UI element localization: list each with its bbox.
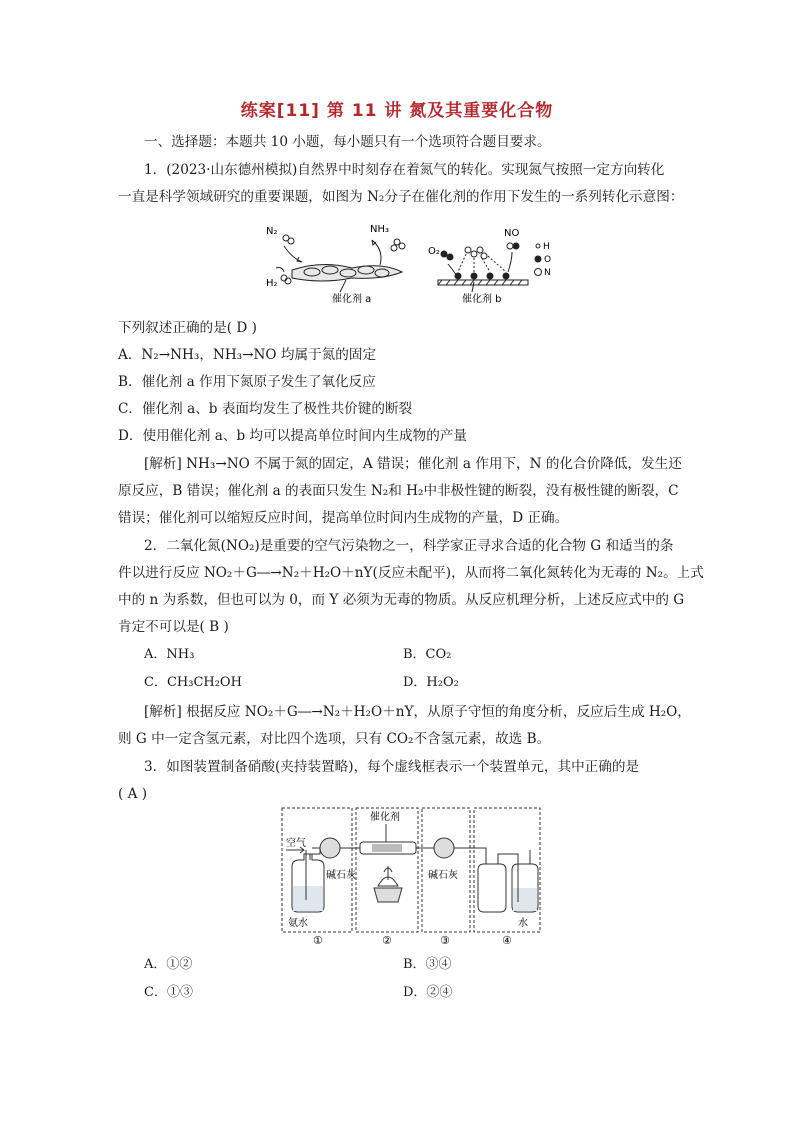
q2-analysis-line1: [解析] 根据反应 NO₂＋G―→N₂＋H₂O＋nY，从原子守恒的角度分析，反应后生成 H₂O， [144, 704, 691, 720]
page-title: 练案[11] 第 11 讲 氮及其重要化合物 [240, 101, 554, 121]
o2-label: O₂ [428, 246, 440, 257]
h2-label: H₂ [266, 278, 278, 289]
catalyst-b-label: 催化剂 b [462, 294, 502, 305]
q1-stem-line1: 1．(2023·山东德州模拟)自然界中时刻存在着氮气的转化。实现氮气按照一定方向转化 [144, 162, 665, 178]
q1-prompt: 下列叙述正确的是( D ) [118, 320, 257, 336]
q2-analysis-line2: 则 G 中一定含氢元素，对比四个选项，只有 CO₂不含氢元素，故选 B。 [118, 731, 551, 747]
ammonia-water-label: 氨水 [288, 918, 308, 929]
legend-n-marker [535, 269, 542, 276]
unit-label-2: ② [382, 934, 392, 947]
unit-label-3: ③ [440, 934, 450, 947]
q3-option-d: D．②④ [403, 985, 453, 1000]
q1-analysis-line2: 原反应，B 错误；催化剂 a 的表面只发生 N₂和 H₂中非极性键的断裂，没有极性键的断裂，C [118, 483, 679, 499]
soda-lime-1-label: 碱石灰 [326, 870, 356, 881]
n2-label: N₂ [266, 226, 278, 237]
water-label: 水 [518, 918, 528, 929]
catalyst-a-diagram [266, 224, 405, 305]
catalyst-label: 催化剂 [370, 812, 400, 823]
nh3-label: NH₃ [370, 224, 390, 235]
unit-label-4: ④ [502, 934, 512, 947]
q3-stem-line1: 3．如图装置制备硝酸(夹持装置略)，每个虚线框表示一个装置单元，其中正确的是 [144, 759, 640, 775]
q2-stem-line3: 中的 n 为系数，但也可以为 0，而 Y 必须为无毒的物质。从反应机理分析，上述反应式中的 G [118, 592, 685, 608]
q1-option-b: B．催化剂 a 作用下氮原子发生了氧化反应 [118, 374, 376, 390]
unit-label-1: ① [313, 934, 323, 947]
q3-option-a: A．①② [144, 957, 193, 972]
q3-stem-line2: ( A ) [118, 786, 148, 802]
q2-stem-line1: 2．二氧化氮(NO₂)是重要的空气污染物之一，科学家正寻求合适的化合物 G 和适当的条 [144, 538, 674, 554]
q1-option-c: C．催化剂 a、b 表面均发生了极性共价键的断裂 [118, 401, 413, 417]
q2-stem-line2: 件以进行反应 NO₂＋G―→N₂＋H₂O＋nY(反应未配平)，从而将二氧化氮转化为无毒的 N₂。上式 [118, 565, 704, 581]
q1-option-a: A．N₂→NH₃，NH₃→NO 均属于氮的固定 [118, 347, 377, 363]
q1-catalyst-figure [262, 220, 562, 310]
q2-stem-line4: 肯定不可以是( B ) [118, 619, 229, 635]
figure-legend [535, 242, 552, 278]
unit-4-frame [474, 808, 540, 932]
legend-o-marker [535, 256, 542, 263]
q2-option-b: B．CO₂ [403, 647, 452, 662]
legend-h-label: H [543, 242, 550, 252]
soda-lime-2-label: 碱石灰 [428, 870, 458, 881]
legend-h-marker [536, 244, 540, 248]
q2-option-a: A．NH₃ [144, 647, 195, 662]
q2-option-c: C．CH₃CH₂OH [144, 675, 242, 690]
q1-option-d: D．使用催化剂 a、b 均可以提高单位时间内生成物的产量 [118, 428, 468, 444]
q3-apparatus-figure [278, 806, 544, 948]
q2-option-d: D．H₂O₂ [403, 675, 459, 690]
legend-o-label: O [544, 255, 552, 265]
q1-analysis-line3: 错误；催化剂可以缩短反应时间，提高单位时间内生成物的产量，D 正确。 [118, 510, 569, 526]
catalyst-a-label: 催化剂 a [332, 294, 372, 305]
unit-2-frame [356, 808, 418, 932]
q3-option-c: C．①③ [144, 985, 193, 1000]
q1-analysis-line1: [解析] NH₃→NO 不属于氮的固定，A 错误；催化剂 a 作用下，N 的化合价降低，发生还 [144, 456, 682, 472]
legend-n-label: N [544, 268, 551, 278]
no-label: NO [504, 228, 520, 239]
air-label: 空气 [286, 838, 306, 849]
q1-stem-line2: 一直是科学领域研究的重要课题，如图为 N₂分子在催化剂的作用下发生的一系列转化示意图： [118, 189, 684, 205]
section-heading: 一、选择题：本题共 10 小题，每小题只有一个选项符合题目要求。 [144, 134, 551, 150]
catalyst-b-diagram [428, 228, 528, 305]
q3-option-b: B．③④ [403, 957, 452, 972]
